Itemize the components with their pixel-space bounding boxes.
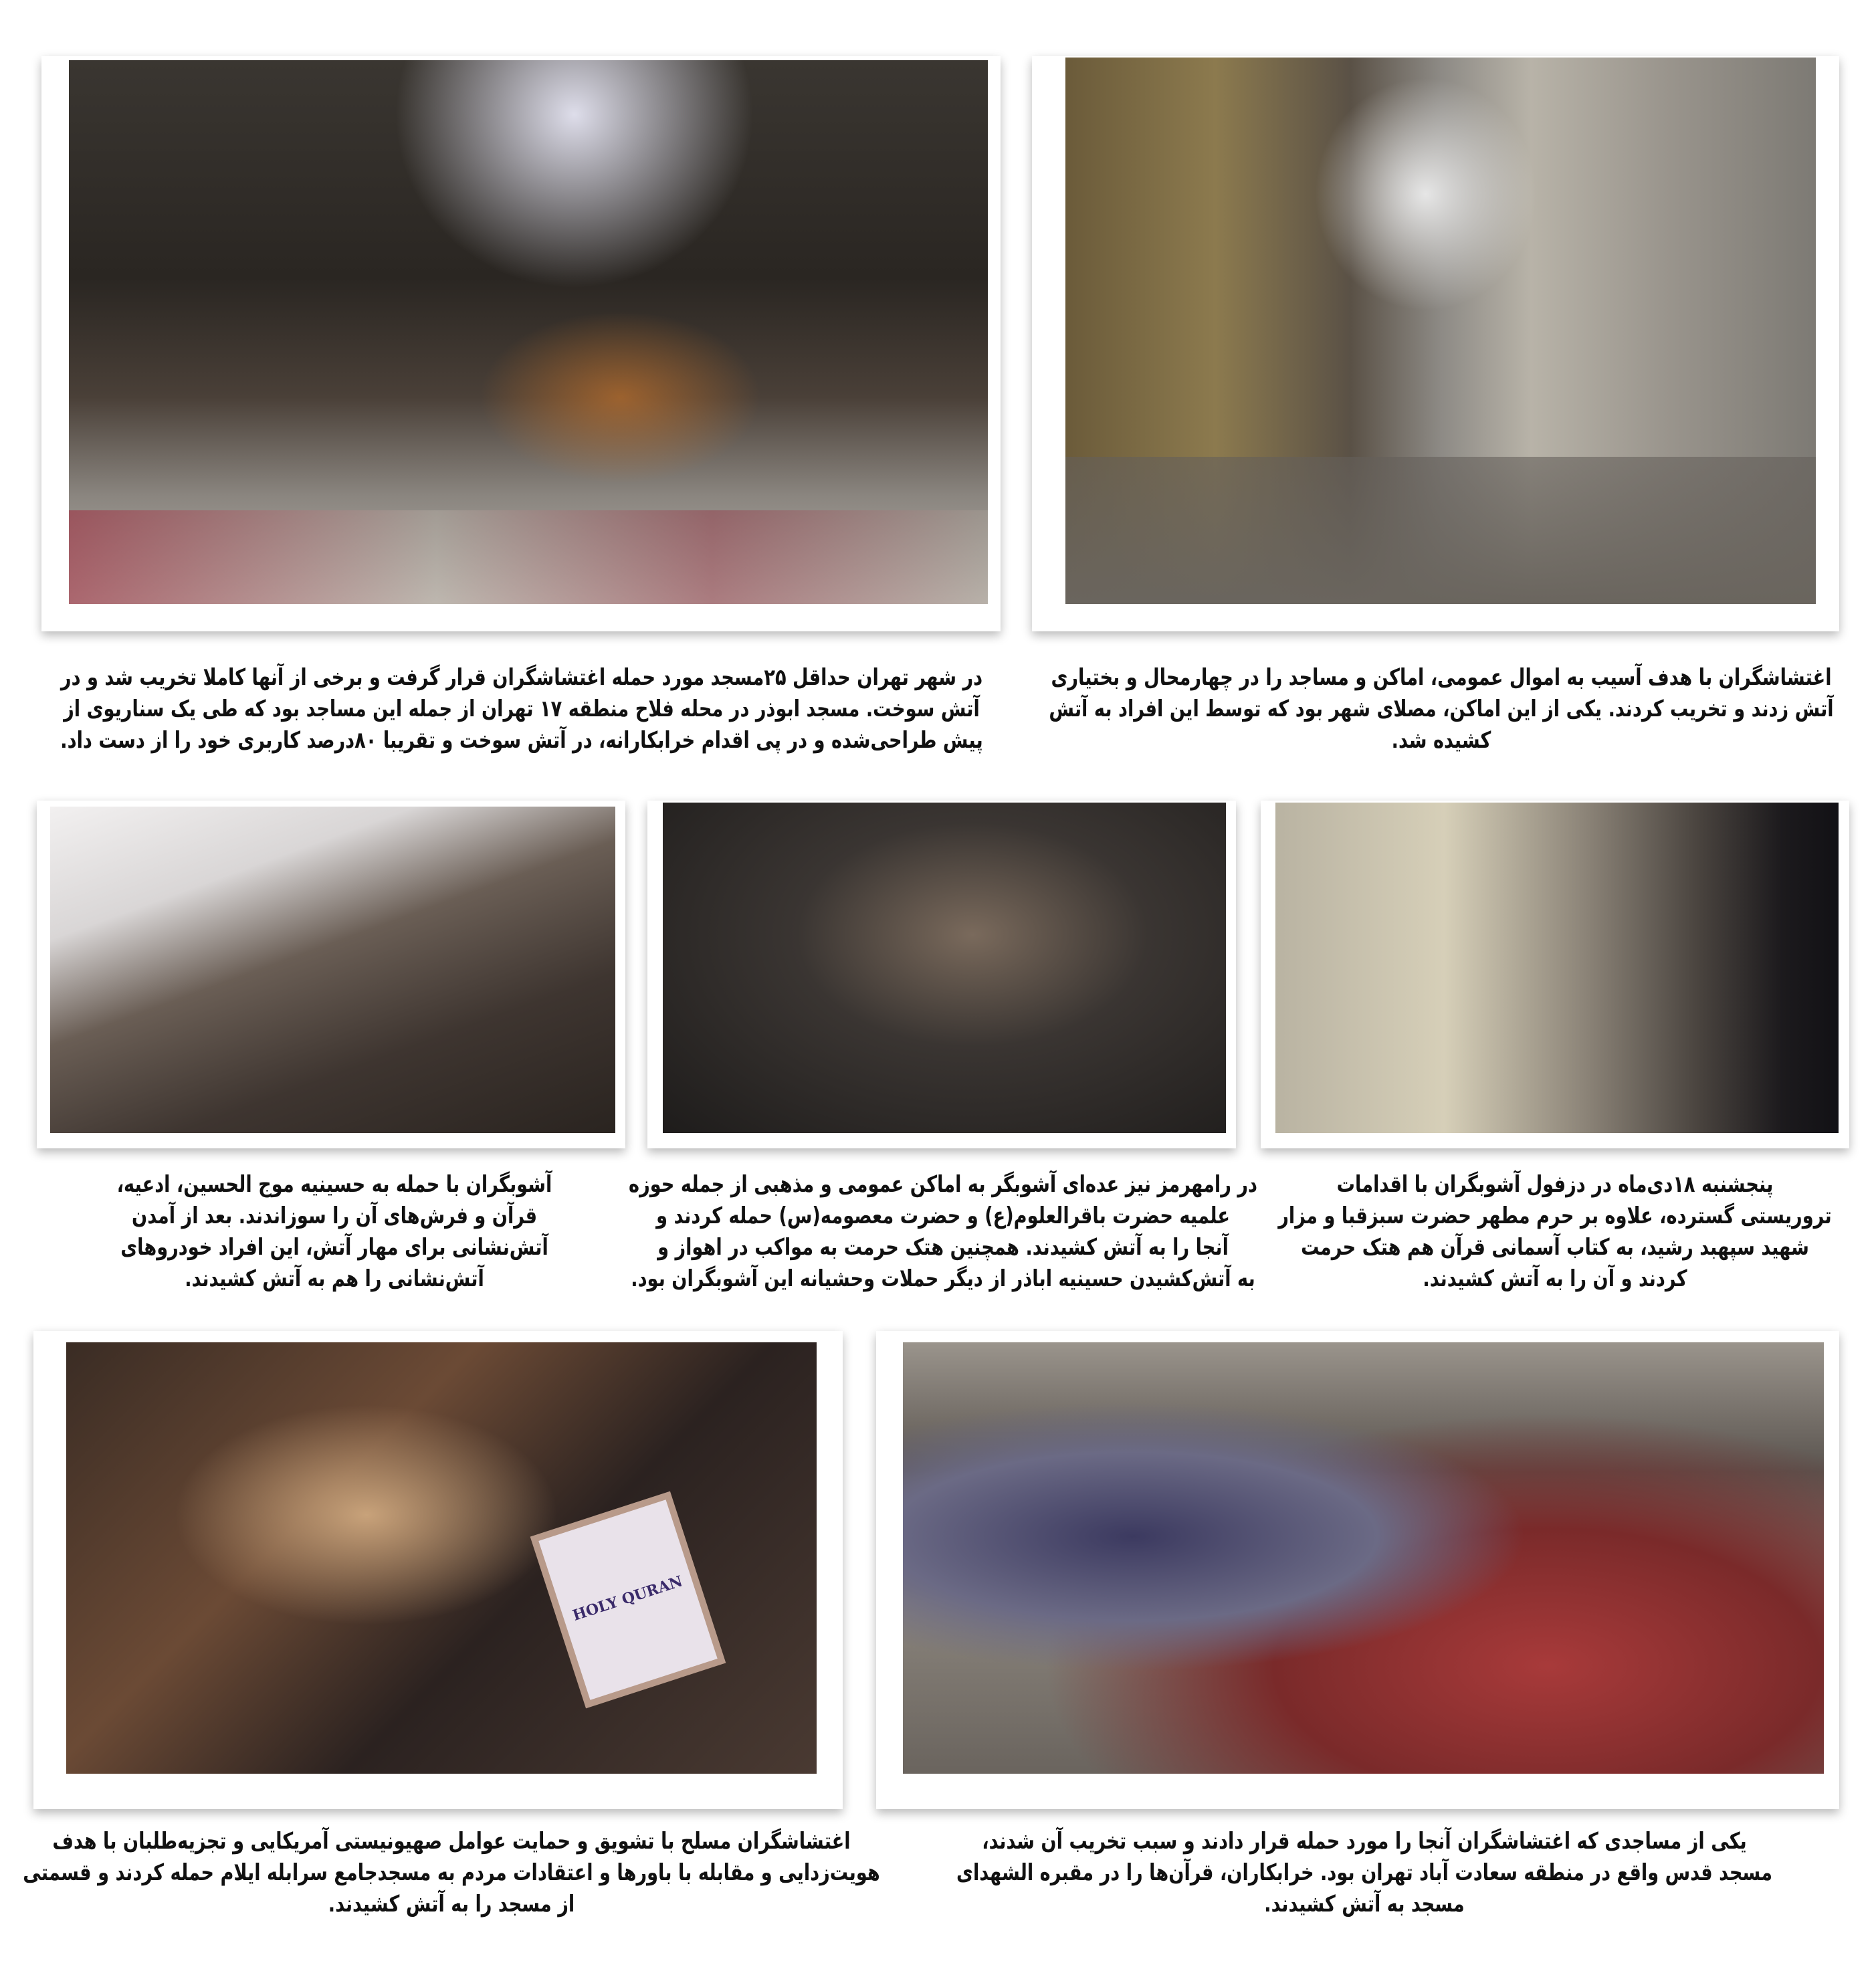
caption-line: آتش سوخت. مسجد ابوذر در محله فلاح منطقه ۱۷ تهران از جمله این مساجد بود که طی یک سناریوی از [64,696,980,722]
caption-line: در شهر تهران حداقل ۲۵مسجد مورد حمله اغتشاشگران قرار گرفت و برخی از آنها کاملا تخریب شد و در [60,664,983,691]
caption-line: کشیده شد. [1391,727,1491,754]
quran-cover-title: HOLY QURAN [570,1572,685,1625]
caption-line: آتش‌نشانی برای مهار آتش، این افراد خودروهای [120,1234,548,1261]
caption-qods-mosque [956,1826,1772,1920]
caption-line: از مسجد را به آتش کشیدند. [328,1891,575,1918]
caption-tehran-mosques [60,662,983,756]
caption-line: اغتشاشگران با هدف آسیب به اموال عمومی، اماکن و مساجد را در چهارمحال و بختیاری [1051,664,1832,691]
caption-line: مسجد به آتش کشیدند. [1264,1891,1465,1918]
photo-qods-mosque [903,1342,1824,1774]
caption-line: هویت‌زدایی و مقابله با باورها و اعتقادات مردم به مسجدجامع سرابله ایلام حمله کردند و قسمتی [23,1859,880,1886]
caption-line: آشوبگران با حمله به حسینیه موج الحسین، ادعیه، [116,1171,552,1198]
caption-line: قرآن و فرش‌های آن را سوزاندند. بعد از آمدن [131,1203,538,1229]
caption-line: پنجشنبه ۱۸دی‌ماه در دزفول آشوبگران با اقدامات [1336,1171,1774,1198]
caption-line: کردند و آن را به آتش کشیدند. [1423,1265,1687,1292]
caption-line: در رامهرمز نیز عده‌ای آشوبگر به اماکن عمومی و مذهبی از جمله حوزه [629,1171,1257,1198]
caption-ilam [23,1826,880,1920]
caption-chaharmahal [1049,662,1834,756]
photo-burned-motorcycle [663,803,1226,1133]
photo-burned-street [1065,58,1816,604]
caption-dezful [1271,1169,1839,1295]
caption-line: پیش طراحی‌شده و در پی اقدام خرابکارانه، در آتش سوخت و تقریبا ۸۰درصد کاربری خود را از دست داد. [60,727,983,754]
photo-burned-hosseinieh [50,807,615,1133]
photo-burned-mosque-interior [69,60,988,604]
quran-cover [538,1499,717,1700]
caption-line: اغتشاشگران مسلح با تشویق و حمایت عوامل صهیونیستی آمریکایی و تجزیه‌طلبان با هدف [52,1828,851,1855]
caption-line: تروریستی گسترده، علاوه بر حرم مطهر حضرت سبزقبا و مزار [1278,1203,1832,1229]
photo-dezful-shrine [1275,803,1839,1133]
caption-line: آتش زدند و تخریب کردند. یکی از این اماکن، مصلای شهر بود که توسط این افراد به آتش [1049,696,1834,722]
caption-line: آتش‌نشانی را هم به آتش کشیدند. [185,1265,484,1292]
caption-line: یکی از مساجدی که اغتشاشگران آنجا را مورد حمله قرار دادند و سبب تخریب آن شدند، [982,1828,1747,1855]
caption-line: مسجد قدس واقع در منطقه سعادت آباد تهران بود. خرابکاران، قرآن‌ها را در مقبره الشهدای [956,1859,1772,1886]
caption-line: به آتش‌کشیدن حسینیه اباذر از دیگر حملات وحشیانه این آشوبگران بود. [631,1265,1255,1292]
caption-hosseinieh [100,1169,568,1295]
caption-ramhormoz [629,1169,1257,1295]
photo-burned-qurans [66,1342,817,1774]
caption-line: علمیه حضرت باقرالعلوم(ع) و حضرت معصومه(س) حمله کردند و [656,1203,1230,1229]
caption-line: آنجا را به آتش کشیدند. همچنین هتک حرمت به مواکب در اهواز و [657,1234,1229,1261]
caption-line: شهید سپهبد رشید، به کتاب آسمانی قرآن هم هتک حرمت [1301,1234,1809,1261]
